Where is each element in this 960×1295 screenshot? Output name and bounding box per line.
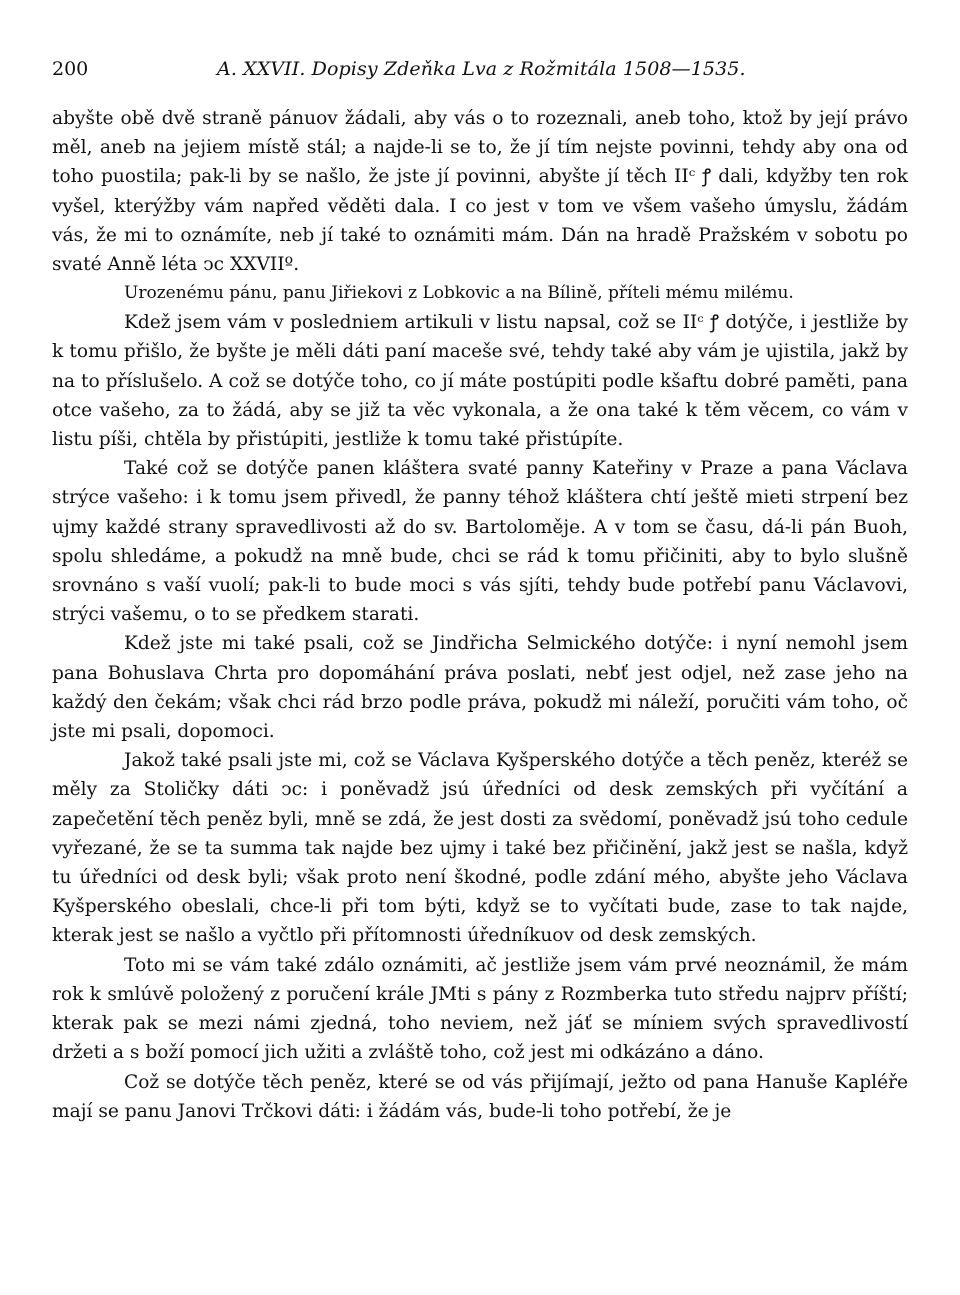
running-header xyxy=(52,54,908,84)
paragraph: Kdež jste mi také psali, což se Jindřicha Selmického dotýče: i nyní nemohl jsem pana Bohuslava Chrta pro dopomáhání práva poslati, nebť jest odjel, než zase jeho na každý den čekám; však chci rád brzo podle práva, pokudž mi náleží, poručiti vám toho, oč jste mi psali, dopomoci. xyxy=(52,633,908,743)
page-number: 200 xyxy=(52,58,89,80)
letter-address: Urozenému pánu, panu Jiřiekovi z Lobkovic a na Bílině, příteli mému milému. xyxy=(124,283,794,304)
document-page xyxy=(52,54,908,1126)
paragraph: Což se dotýče těch peněz, které se od vás přijímají, ježto od pana Hanuše Kapléře mají se panu Janovi Trčkovi dáti: i žádám vás, bude-li toho potřebí, že je xyxy=(52,1071,908,1122)
paragraph: Toto mi se vám také zdálo oznámiti, ač jestliže jsem vám prvé neoznámil, že mám rok k smlúvě položený z poručení krále JMti s pány z Rozmberka tuto středu najprv příští; kterak pak se mezi námi zjedná, toho neviem, než jáť se míniem svých spravedlivostí držeti a s boží pomocí jich užiti a zvláště toho, což jest mi odkázáno a dáno. xyxy=(52,954,908,1064)
paragraph: Kdež jsem vám v posledniem artikuli v listu napsal, což se IIᶜ ꝭ dotýče, i jestliže by k tomu přišlo, že byšte je měli dáti paní maceše své, tehdy také aby vám je ujistila, jakž by na to příslušelo. A což se dotýče toho, co jí máte postúpiti podle kšaftu dobré paměti, pana otce vašeho, za to žádá, aby se již ta věc vykonala, a že ona také k těm věcem, co vám v listu píši, chtěla by přistúpiti, jestliže k tomu také přistúpíte. xyxy=(52,312,908,451)
running-title: A. XXVII. Dopisy Zdeňka Lva z Rožmitála 1508—1535. xyxy=(217,58,746,80)
body-text xyxy=(52,104,908,1126)
paragraph-letter-end: abyšte obě dvě straně pánuov žádali, aby vás o to rozeznali, aneb toho, ktož by její právo měl, aneb na jejiem místě stál; a najde-li se to, že jí tím nejste povinni, tehdy aby ona od toho puostila; pak-li by se našlo, že jste jí povinni, abyšte jí těch IIᶜ ꝭ dali, kdyžby ten rok vyšel, kterýžby vám napřed věděti dala. I co jest v tom ve všem vašeho úmyslu, žádám vás, že mi to oznámíte, neb jí také to oznámiti mám. Dán na hradě Pražském v sobotu po svaté Anně léta ↄc XXVIIº. xyxy=(52,108,908,276)
paragraph: Jakož také psali jste mi, což se Václava Kyšperského dotýče a těch peněz, kteréž se měly za Stoličky dáti ↄc: i poněvadž jsú úředníci od desk zemských při vyčítání a zapečetění těch peněz byli, mně se zdá, že jest dosti za svědomí, poněvadž jsú toho cedule vyřezané, že se ta summa tak najde bez ujmy i také bez přičinění, jakž jest se našla, když tu úředníci od desk byli; však proto není škodné, podle zdání mého, abyšte jeho Václava Kyšperského obeslali, chce-li při tom býti, když se to vyčítati bude, zase to tak najde, kterak jest se našlo a vyčtlo při přítomnosti úředníkuov od desk zemských. xyxy=(52,750,908,947)
paragraph: Také což se dotýče panen kláštera svaté panny Kateřiny v Praze a pana Václava strýce vašeho: i k tomu jsem přivedl, že panny téhož kláštera chtí ještě mieti strpení bez ujmy každé strany spravedlivosti až do sv. Bartoloměje. A v tom se času, dá-li pán Buoh, spolu shledáme, a pokudž na mně bude, chci se rád k tomu přičiniti, aby to bylo slušně srovnáno s vaší vuolí; pak-li to bude moci s vás sjíti, tehdy bude potřebí panu Václavovi, strýci vašemu, o to se předkem starati. xyxy=(52,458,908,626)
